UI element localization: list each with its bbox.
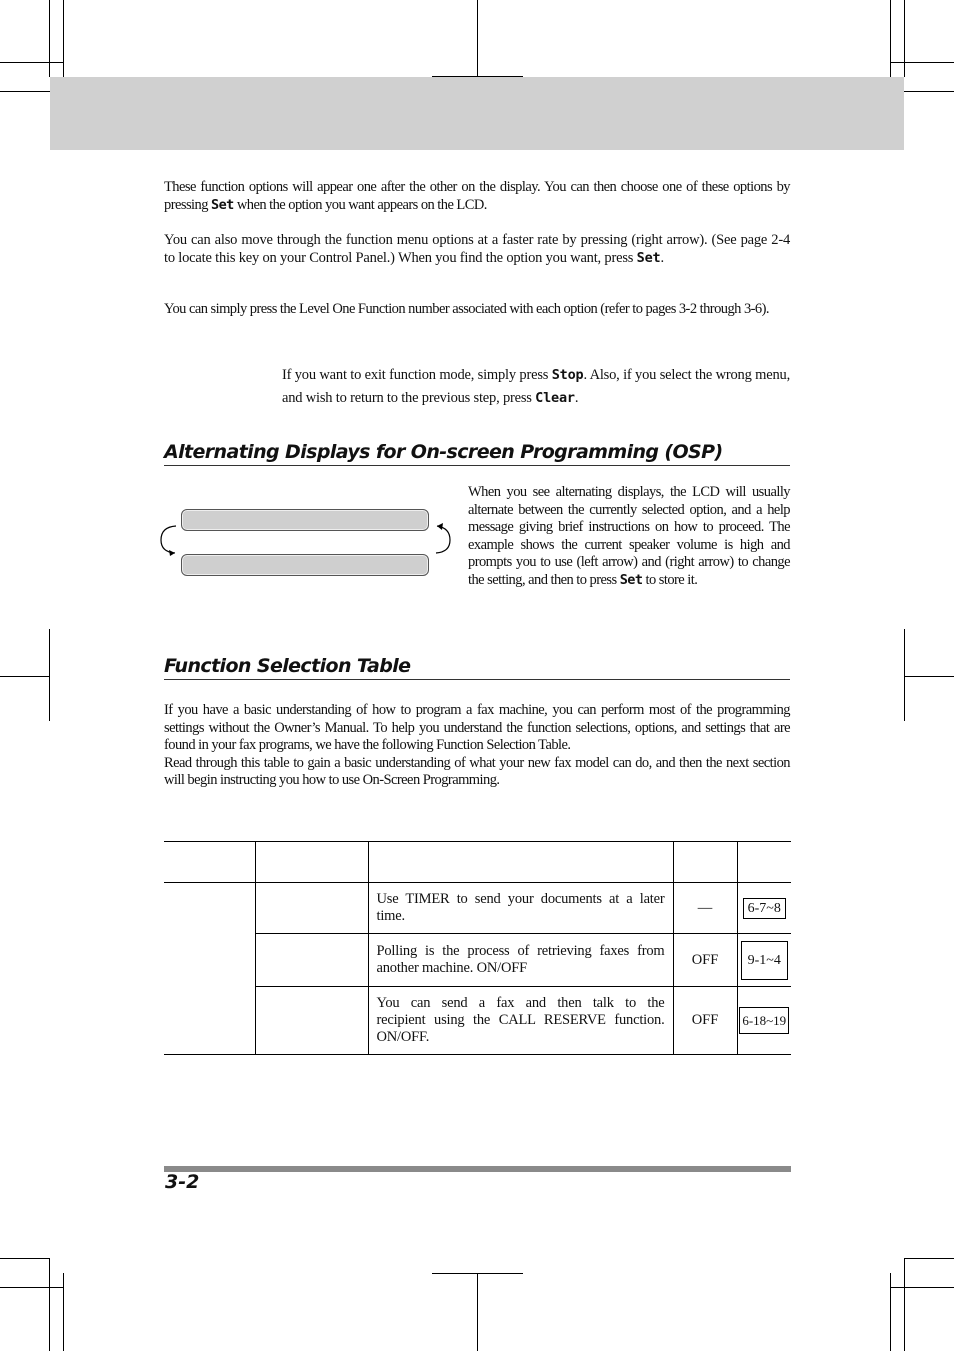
cycle-arrow-right-icon <box>426 522 456 558</box>
stop-key-label: Stop <box>551 367 584 383</box>
cycle-arrow-left-icon <box>156 522 186 558</box>
table-cell-setting: OFF <box>673 934 737 987</box>
table-cell <box>255 987 368 1055</box>
osp-heading: Alternating Displays for On-screen Programming (OSP) <box>164 440 790 466</box>
page-number: 3-2 <box>165 1171 200 1193</box>
footer-rule <box>164 1166 791 1172</box>
header-band <box>50 77 904 150</box>
osp-description: When you see alternating displays, the LCD will usually alternate between the currently selected option, and a help message giving brief instructions on how to proceed. The example shows the current speaker volume is high and prompts you to use (left arrow) and (right arrow) to change the setting, and then to press Set to store it. <box>468 484 790 588</box>
fst-heading: Function Selection Table <box>164 654 790 680</box>
table-cell <box>255 883 368 934</box>
table-cell <box>255 934 368 987</box>
table-cell-description: You can send a fax and then talk to the recipient using the CALL RESERVE function. ON/OFF. <box>368 987 673 1055</box>
set-key-label: Set <box>636 249 661 266</box>
table-header-cell <box>737 842 791 883</box>
table-cell-description: Use TIMER to send your documents at a later time. <box>368 883 673 934</box>
set-key-label: Set <box>619 571 643 588</box>
function-selection-table <box>164 841 791 1055</box>
page-reference: 9-1~4 <box>741 941 788 980</box>
note-paragraph: If you want to exit function mode, simply press Stop. Also, if you select the wrong menu, and wish to return to the previous step, press Clear. <box>282 367 790 406</box>
table-cell-setting: OFF <box>673 987 737 1055</box>
table-header-cell <box>368 842 673 883</box>
intro-paragraph-2: You can also move through the function menu options at a faster rate by pressing (right arrow). (See page 2-4 to locate this key on your Control Panel.) When you find the option you want, press Set. <box>164 232 790 266</box>
intro-paragraph-3: You can simply press the Level One Function number associated with each option (refer to pages 3-2 through 3-6). <box>164 301 769 317</box>
table-cell-page <box>737 934 791 987</box>
page-reference: 6-18~19 <box>739 1007 789 1034</box>
table-row <box>164 987 791 1055</box>
table-header-row <box>164 842 791 883</box>
lcd-display-2 <box>181 554 429 576</box>
clear-key-label: Clear <box>535 390 575 406</box>
lcd-display-1 <box>181 509 429 531</box>
table-cell-description: Polling is the process of retrieving faxes from another machine. ON/OFF <box>368 934 673 987</box>
page-reference: 6-7~8 <box>743 898 786 919</box>
set-key-label: Set <box>211 196 234 213</box>
intro-paragraph-1: These function options will appear one after the other on the display. You can then choose one of these options by pressing Set when the option you want appears on the LCD. <box>164 179 790 213</box>
table-cell <box>164 883 255 1055</box>
table-cell-page <box>737 987 791 1055</box>
table-row <box>164 883 791 934</box>
table-cell-setting: — <box>673 883 737 934</box>
table-header-cell <box>255 842 368 883</box>
table-cell-page <box>737 883 791 934</box>
table-header-cell <box>164 842 255 883</box>
table-header-cell <box>673 842 737 883</box>
fst-intro-paragraph: If you have a basic understanding of how to program a fax machine, you can perform most of the programming settings without the Owner’s Manual. To help you understand the function selections, options, and settings that are found in your fax programs, we have the following Function Selection Table. Read through this table to gain a basic understanding of what your new fax model can do, and then the next section will begin instructing you how to use On-Screen Programming. <box>164 702 790 788</box>
table-row <box>164 934 791 987</box>
